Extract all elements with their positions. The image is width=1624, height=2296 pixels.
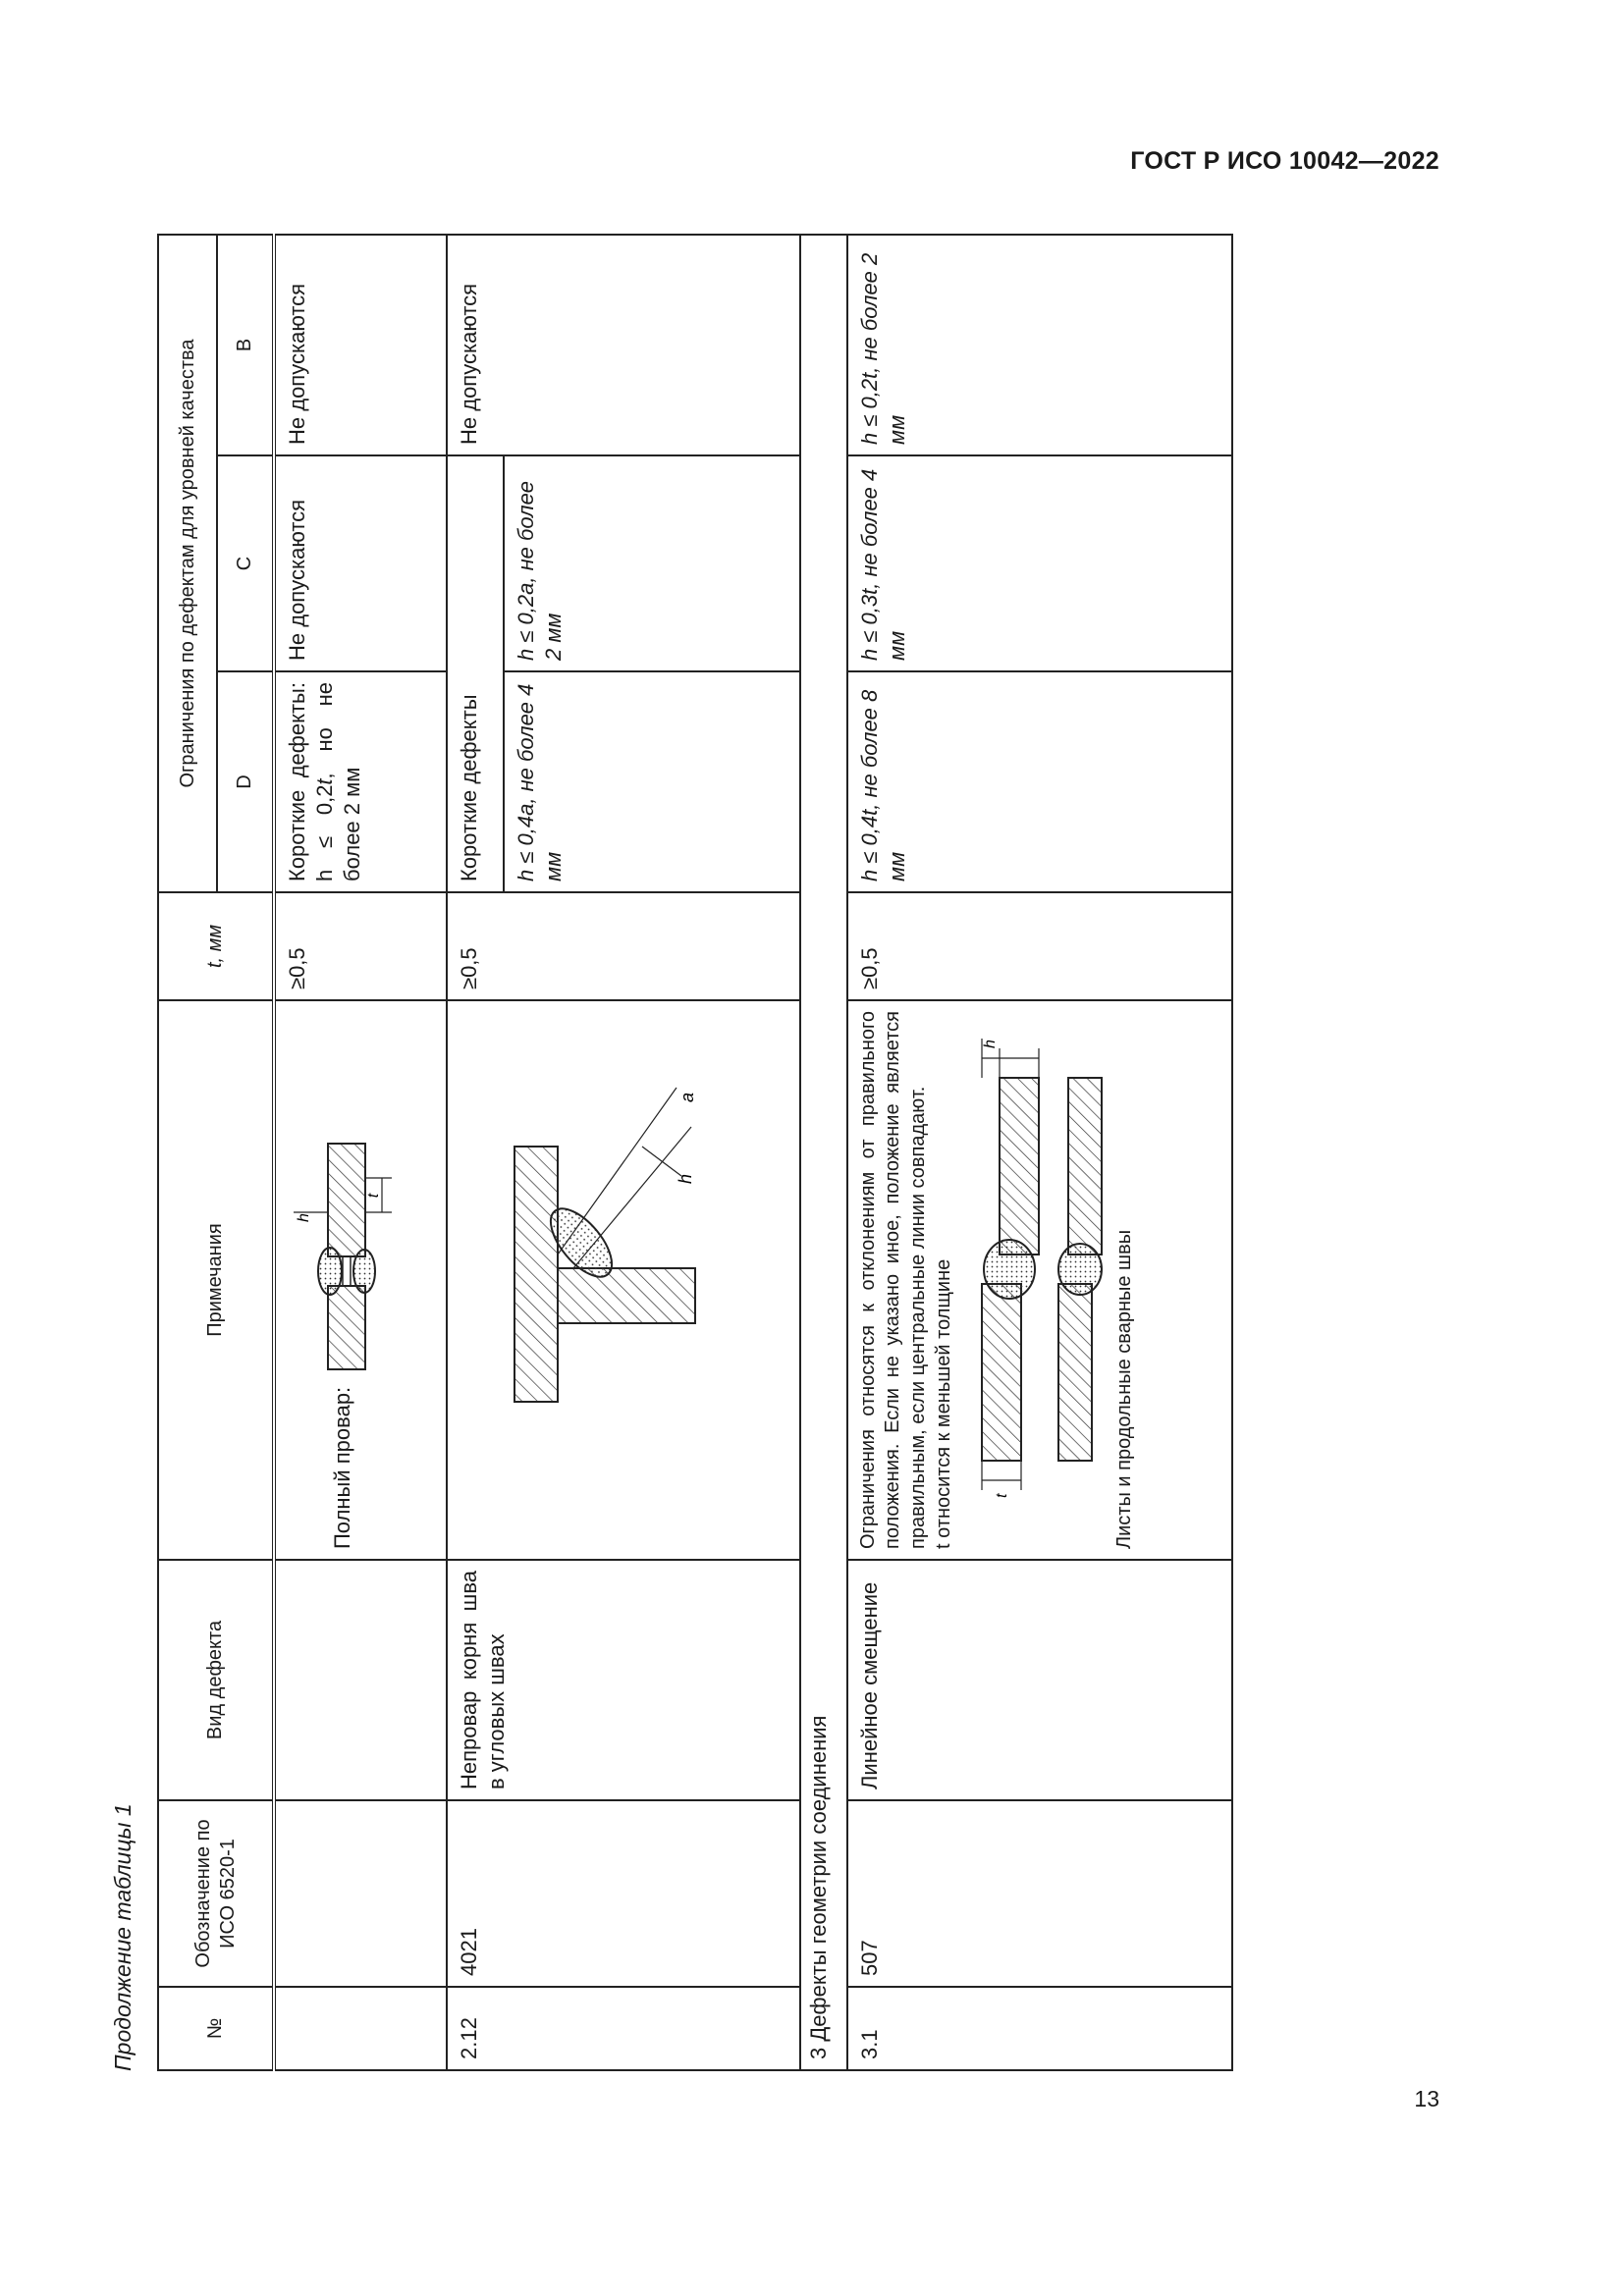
cell-level-c: h ≤ 0,3t, не более 4 мм bbox=[847, 455, 1232, 671]
cell-level-b: h ≤ 0,2t, не более 2 мм bbox=[847, 235, 1232, 455]
cell-level-d: h ≤ 0,4t, не более 8 мм bbox=[847, 671, 1232, 892]
page-number: 13 bbox=[1414, 2086, 1439, 2111]
level-d-text-post: , но не более 2 мм bbox=[312, 682, 365, 881]
misalignment-note-t: t относится к меньшей толщине bbox=[932, 1258, 954, 1549]
cell-num: 3.1 bbox=[847, 1987, 1232, 2070]
header-notes: Примечания bbox=[158, 1000, 274, 1560]
cell-level-c: Не допускаются bbox=[274, 455, 447, 671]
level-d-var-t: t bbox=[312, 778, 338, 785]
cell-empty bbox=[274, 1560, 447, 1800]
section-row bbox=[800, 235, 847, 2070]
figure-label-a: a bbox=[677, 1092, 698, 1102]
cell-level-b: Не допускаются bbox=[274, 235, 447, 455]
level-d-text-pre: Короткие дефекты: h ≤ 0,2 bbox=[285, 682, 338, 881]
cell-misalignment-note bbox=[847, 1000, 1232, 1560]
misalignment-figure bbox=[960, 1019, 1112, 1549]
header-limits: Ограничения по дефектам для уровней качества bbox=[158, 235, 217, 892]
cell-code: 507 bbox=[847, 1800, 1232, 1987]
cell-empty bbox=[274, 1987, 447, 2070]
rotated-table-container bbox=[157, 236, 1233, 2071]
cell-level-d bbox=[274, 671, 447, 892]
defects-table bbox=[157, 234, 1233, 2071]
cell-defect: Линейное смещение bbox=[847, 1560, 1232, 1800]
cell-t: ≥0,5 bbox=[274, 892, 447, 1000]
cell-level-b: Не допускаются bbox=[447, 235, 800, 455]
cell-short-defects: Короткие дефекты bbox=[447, 455, 504, 892]
document-code: ГОСТ Р ИСО 10042—2022 bbox=[1130, 147, 1439, 175]
misalignment-note-sheets: Листы и продольные сварные швы bbox=[1113, 1229, 1136, 1549]
table-caption: Продолжение таблицы 1 bbox=[110, 1803, 135, 2071]
header-t: t, мм bbox=[158, 892, 274, 1000]
header-level-d: D bbox=[217, 671, 274, 892]
cell-empty bbox=[274, 1800, 447, 1987]
section-3-title: 3 Дефекты геометрии соединения bbox=[800, 235, 847, 2070]
header-designation: Обозначение по ИСО 6520-1 bbox=[158, 1800, 274, 1987]
header-level-b: B bbox=[217, 235, 274, 455]
header-level-c: C bbox=[217, 455, 274, 671]
cell-num: 2.12 bbox=[447, 1987, 800, 2070]
figure-label-h: h bbox=[982, 1040, 1000, 1048]
cell-fillet-note bbox=[447, 1000, 800, 1560]
misalignment-note-text: Ограничения относятся к отклонениям от правильного положения. Если не указано иное, положение является правильным, если центральные линии совпадают. bbox=[856, 1011, 929, 1549]
table-row-full-penetration bbox=[274, 235, 447, 2070]
cell-t: ≥0,5 bbox=[847, 892, 1232, 1000]
figure-label-t: t bbox=[994, 1493, 1011, 1498]
cell-full-penetration-note bbox=[274, 1000, 447, 1560]
header-defect-type: Вид дефекта bbox=[158, 1560, 274, 1800]
cell-defect: Непровар корня шва в угловых швах bbox=[447, 1560, 800, 1800]
table-row-3-1 bbox=[847, 235, 1232, 2070]
cell-t: ≥0,5 bbox=[447, 892, 800, 1000]
fillet-weld-figure bbox=[456, 1019, 711, 1549]
cell-level-c: h ≤ 0,2a, не более 2 мм bbox=[504, 455, 800, 671]
figure-label-t: t bbox=[365, 1193, 383, 1199]
full-penetration-figure bbox=[284, 1134, 402, 1379]
cell-code: 4021 bbox=[447, 1800, 800, 1987]
cell-level-d: h ≤ 0,4a, не более 4 мм bbox=[504, 671, 800, 892]
figure-label-h: h bbox=[676, 1173, 696, 1184]
figure-label-h: h bbox=[296, 1212, 313, 1222]
header-num: № bbox=[158, 1987, 274, 2070]
full-penetration-label: Полный провар: bbox=[330, 1386, 355, 1549]
table-row-2-12 bbox=[447, 235, 504, 2070]
